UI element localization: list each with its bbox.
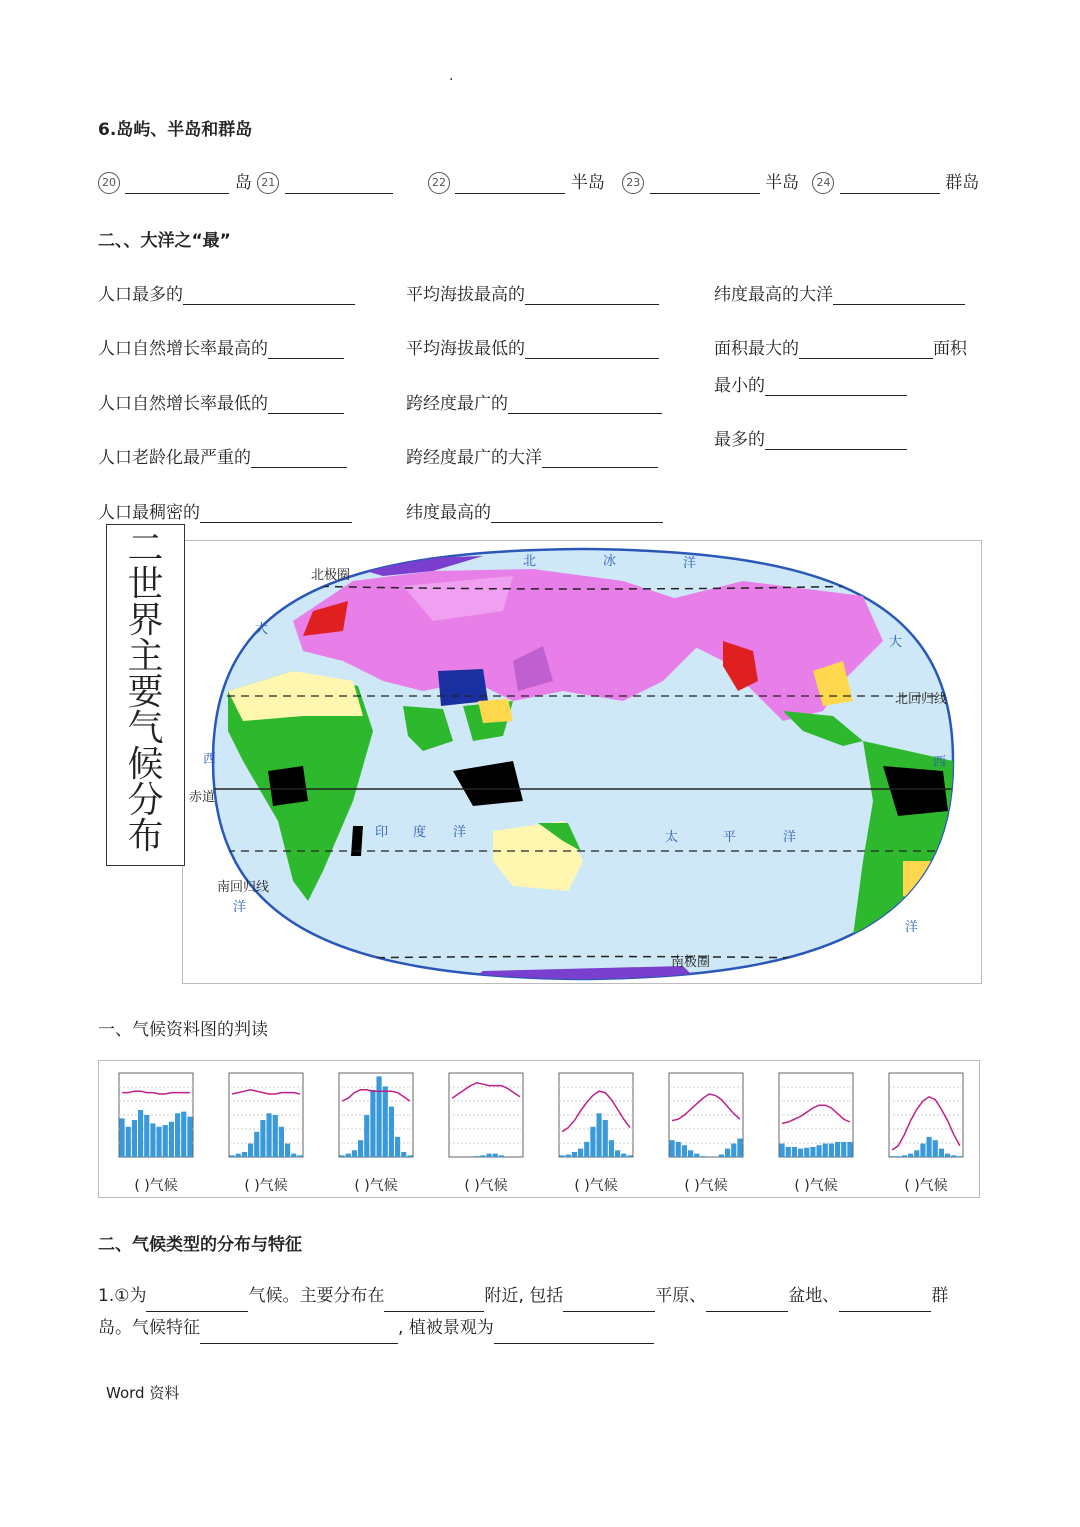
precip-bar — [560, 1155, 565, 1157]
question: 人口最多的 — [98, 280, 355, 305]
blank-line[interactable] — [491, 504, 663, 523]
precip-bar — [597, 1113, 602, 1157]
label-atlantic-r3: 洋 — [905, 920, 919, 935]
precip-bar — [267, 1113, 272, 1157]
precip-bar — [242, 1152, 247, 1157]
precip-bar — [896, 1156, 901, 1157]
blank-line[interactable] — [251, 449, 347, 468]
label-atlantic-l3: 洋 — [233, 900, 247, 915]
marker-20: 20 — [98, 172, 120, 194]
label-atlantic-r2: 西 — [933, 755, 947, 770]
precip-bar — [933, 1140, 938, 1157]
precip-bar — [957, 1156, 962, 1157]
item-label: 岛 — [234, 173, 252, 193]
precip-bar — [352, 1150, 357, 1157]
precip-bar — [920, 1144, 925, 1157]
precip-bar — [150, 1123, 155, 1157]
label-arctic-1: 北 — [523, 554, 537, 569]
label-arctic-2: 冰 — [603, 554, 617, 569]
blank-line[interactable] — [268, 340, 344, 359]
question: 跨经度最广的大洋 — [406, 443, 658, 468]
blank-line[interactable] — [494, 1325, 654, 1344]
blank-line[interactable] — [765, 377, 907, 396]
label-antarctic-circle: 南极圈 — [671, 955, 711, 970]
precip-bar — [823, 1144, 828, 1157]
precip-bar — [480, 1155, 485, 1157]
question: 平均海拔最低的 — [406, 334, 659, 359]
precip-bar — [694, 1154, 699, 1157]
climate-chart: ( )气候 — [871, 1061, 981, 1197]
precip-bar — [279, 1127, 284, 1157]
footer-text: Word 资料 — [106, 1384, 180, 1402]
precip-bar — [578, 1149, 583, 1157]
precip-bar — [395, 1137, 400, 1157]
precip-bar — [786, 1147, 791, 1157]
precip-bar — [254, 1132, 259, 1157]
precip-bar — [291, 1154, 296, 1157]
distribution-question-1: 1.①为 气候。主要分布在 附近, 包括 平原、 盆地、 群 岛。气候特征 , 植被景观为 — [98, 1280, 984, 1344]
precip-bar — [566, 1154, 571, 1157]
section6-title: 6.岛屿、半岛和群岛 — [98, 120, 253, 140]
precip-bar — [260, 1120, 265, 1157]
precip-bar — [890, 1156, 895, 1157]
blank-line[interactable] — [508, 395, 662, 414]
top-mark: . — [449, 68, 454, 84]
blank-line[interactable] — [125, 175, 229, 194]
label-pacific-1: 太 — [665, 830, 679, 845]
precip-bar — [939, 1149, 944, 1157]
precip-bar — [370, 1090, 375, 1157]
section6-fill-row — [98, 168, 988, 198]
oceans-section-title: 二、、大洋之“最” — [98, 231, 231, 251]
precip-bar — [792, 1147, 797, 1157]
precip-bar — [389, 1107, 394, 1157]
blank-line[interactable] — [183, 286, 355, 305]
precip-bar — [138, 1110, 143, 1157]
precip-bar — [297, 1155, 302, 1157]
item-label: 半岛 — [765, 173, 800, 193]
region-china-monsoon — [478, 699, 513, 723]
map-svg — [183, 541, 981, 983]
precip-bar — [340, 1155, 345, 1157]
precip-bar — [627, 1155, 632, 1157]
question: 人口自然增长率最低的 — [98, 389, 344, 414]
blank-line[interactable] — [706, 1293, 788, 1312]
precip-bar — [908, 1154, 913, 1157]
label-equator: 赤道 — [189, 790, 216, 805]
blank-line[interactable] — [542, 449, 658, 468]
label-tropic-cancer: 北回归线 — [895, 692, 948, 707]
precip-bar — [383, 1086, 388, 1157]
marker-21: 21 — [257, 172, 279, 194]
question: 人口老龄化最严重的 — [98, 443, 347, 468]
label-atlantic-l2: 西 — [203, 752, 217, 767]
precip-bar — [810, 1147, 815, 1157]
climate-chart: ( )气候 — [761, 1061, 871, 1197]
blank-line[interactable] — [268, 395, 344, 414]
precip-bar — [609, 1140, 614, 1157]
blank-line[interactable] — [765, 431, 907, 450]
precip-bar — [377, 1076, 382, 1157]
precip-bar — [487, 1154, 492, 1157]
blank-line[interactable] — [200, 504, 352, 523]
precip-bar — [615, 1150, 620, 1157]
precip-bar — [163, 1125, 168, 1157]
marker-22: 22 — [428, 172, 450, 194]
label-tropic-capricorn: 南回归线 — [217, 880, 270, 895]
precip-bar — [590, 1127, 595, 1157]
precip-bar — [285, 1144, 290, 1157]
precip-bar — [169, 1122, 174, 1157]
blank-line[interactable] — [650, 175, 760, 194]
precip-bar — [157, 1127, 162, 1157]
precip-bar — [951, 1155, 956, 1157]
precip-bar — [914, 1150, 919, 1157]
region-tibet-plateau — [438, 669, 488, 706]
precip-bar — [493, 1154, 498, 1157]
item-label: 半岛 — [570, 173, 605, 193]
blank-line[interactable] — [833, 286, 965, 305]
precip-bar — [364, 1115, 369, 1157]
precip-bar — [273, 1115, 278, 1157]
question: 最小的 — [714, 371, 907, 396]
label-arctic-3: 洋 — [683, 556, 697, 571]
precip-bar — [621, 1154, 626, 1157]
marker-23: 23 — [622, 172, 644, 194]
precip-bar — [798, 1149, 803, 1157]
precip-bar — [902, 1155, 907, 1157]
precip-bar — [346, 1154, 351, 1157]
label-arctic-circle: 北极圈 — [311, 568, 351, 583]
precip-bar — [700, 1156, 705, 1157]
precip-bar — [144, 1115, 149, 1157]
precip-bar — [829, 1144, 834, 1157]
precip-bar — [248, 1144, 253, 1157]
label-pacific-2: 平 — [723, 830, 737, 845]
item-label: 群岛 — [945, 173, 980, 193]
precip-bar — [572, 1152, 577, 1157]
precip-bar — [737, 1139, 742, 1157]
question: 平均海拔最高的 — [406, 280, 659, 305]
charts-section-title: 一、气候资料图的判读 — [98, 1020, 268, 1040]
precip-bar — [126, 1127, 131, 1157]
precip-bar — [230, 1155, 235, 1157]
blank-line[interactable] — [146, 1293, 248, 1312]
map-side-title: 二世界主要气候分布 — [106, 524, 185, 866]
question: 人口最稠密的 — [98, 498, 352, 523]
blank-line[interactable] — [839, 1293, 931, 1312]
question: 跨经度最广的 — [406, 389, 662, 414]
precip-bar — [584, 1142, 589, 1157]
blank-line[interactable] — [563, 1293, 655, 1312]
climate-charts-row — [98, 1060, 980, 1198]
precip-bar — [474, 1156, 479, 1157]
blank-line[interactable] — [525, 340, 659, 359]
precip-bar — [719, 1154, 724, 1157]
question: 纬度最高的大洋 — [714, 280, 965, 305]
label-atlantic-r1: 大 — [889, 635, 903, 650]
precip-bar — [175, 1113, 180, 1157]
precip-bar — [676, 1142, 681, 1157]
precip-bar — [358, 1140, 363, 1157]
precip-bar — [670, 1140, 675, 1157]
blank-line[interactable] — [799, 340, 933, 359]
question: 人口自然增长率最高的 — [98, 334, 344, 359]
precip-bar — [401, 1152, 406, 1157]
precip-bar — [835, 1142, 840, 1157]
label-pacific-3: 洋 — [783, 830, 797, 845]
precip-bar — [603, 1120, 608, 1157]
precip-bar — [725, 1149, 730, 1157]
climate-chart: ( )气候 — [101, 1061, 211, 1197]
precip-bar — [181, 1112, 186, 1157]
precip-bar — [132, 1120, 137, 1157]
question: 纬度最高的 — [406, 498, 663, 523]
world-climate-map — [182, 540, 982, 984]
precip-bar — [120, 1118, 125, 1157]
precip-bar — [731, 1144, 736, 1157]
precip-bar — [841, 1142, 846, 1157]
blank-line[interactable] — [525, 286, 659, 305]
precip-bar — [187, 1117, 192, 1157]
question: 最多的 — [714, 425, 907, 450]
region-congo-rainforest — [268, 766, 308, 806]
blank-line[interactable] — [840, 175, 940, 194]
precip-bar — [804, 1148, 809, 1157]
distribution-section-title: 二、气候类型的分布与特征 — [98, 1235, 302, 1255]
blank-line[interactable] — [384, 1293, 484, 1312]
precip-bar — [927, 1137, 932, 1157]
label-atlantic-l1: 大 — [255, 622, 269, 637]
precip-bar — [236, 1154, 241, 1157]
label-indian-2: 度 — [413, 825, 427, 840]
precip-bar — [847, 1142, 852, 1157]
climate-chart: ( )气候 — [321, 1061, 431, 1197]
blank-line[interactable] — [455, 175, 565, 194]
precip-bar — [780, 1144, 785, 1157]
blank-line[interactable] — [200, 1325, 398, 1344]
climate-chart: ( )气候 — [651, 1061, 761, 1197]
marker-24: 24 — [812, 172, 834, 194]
precip-bar — [817, 1145, 822, 1157]
label-indian-3: 洋 — [453, 825, 467, 840]
precip-bar — [945, 1154, 950, 1157]
label-indian-1: 印 — [375, 825, 389, 840]
climate-chart: ( )气候 — [541, 1061, 651, 1197]
precip-bar — [688, 1150, 693, 1157]
precip-bar — [499, 1155, 504, 1157]
climate-chart: ( )气候 — [431, 1061, 541, 1197]
precip-bar — [682, 1145, 687, 1157]
blank-line[interactable] — [285, 175, 393, 194]
climate-chart: ( )气候 — [211, 1061, 321, 1197]
question: 面积最大的 面积 — [714, 339, 967, 359]
precip-bar — [407, 1155, 412, 1157]
